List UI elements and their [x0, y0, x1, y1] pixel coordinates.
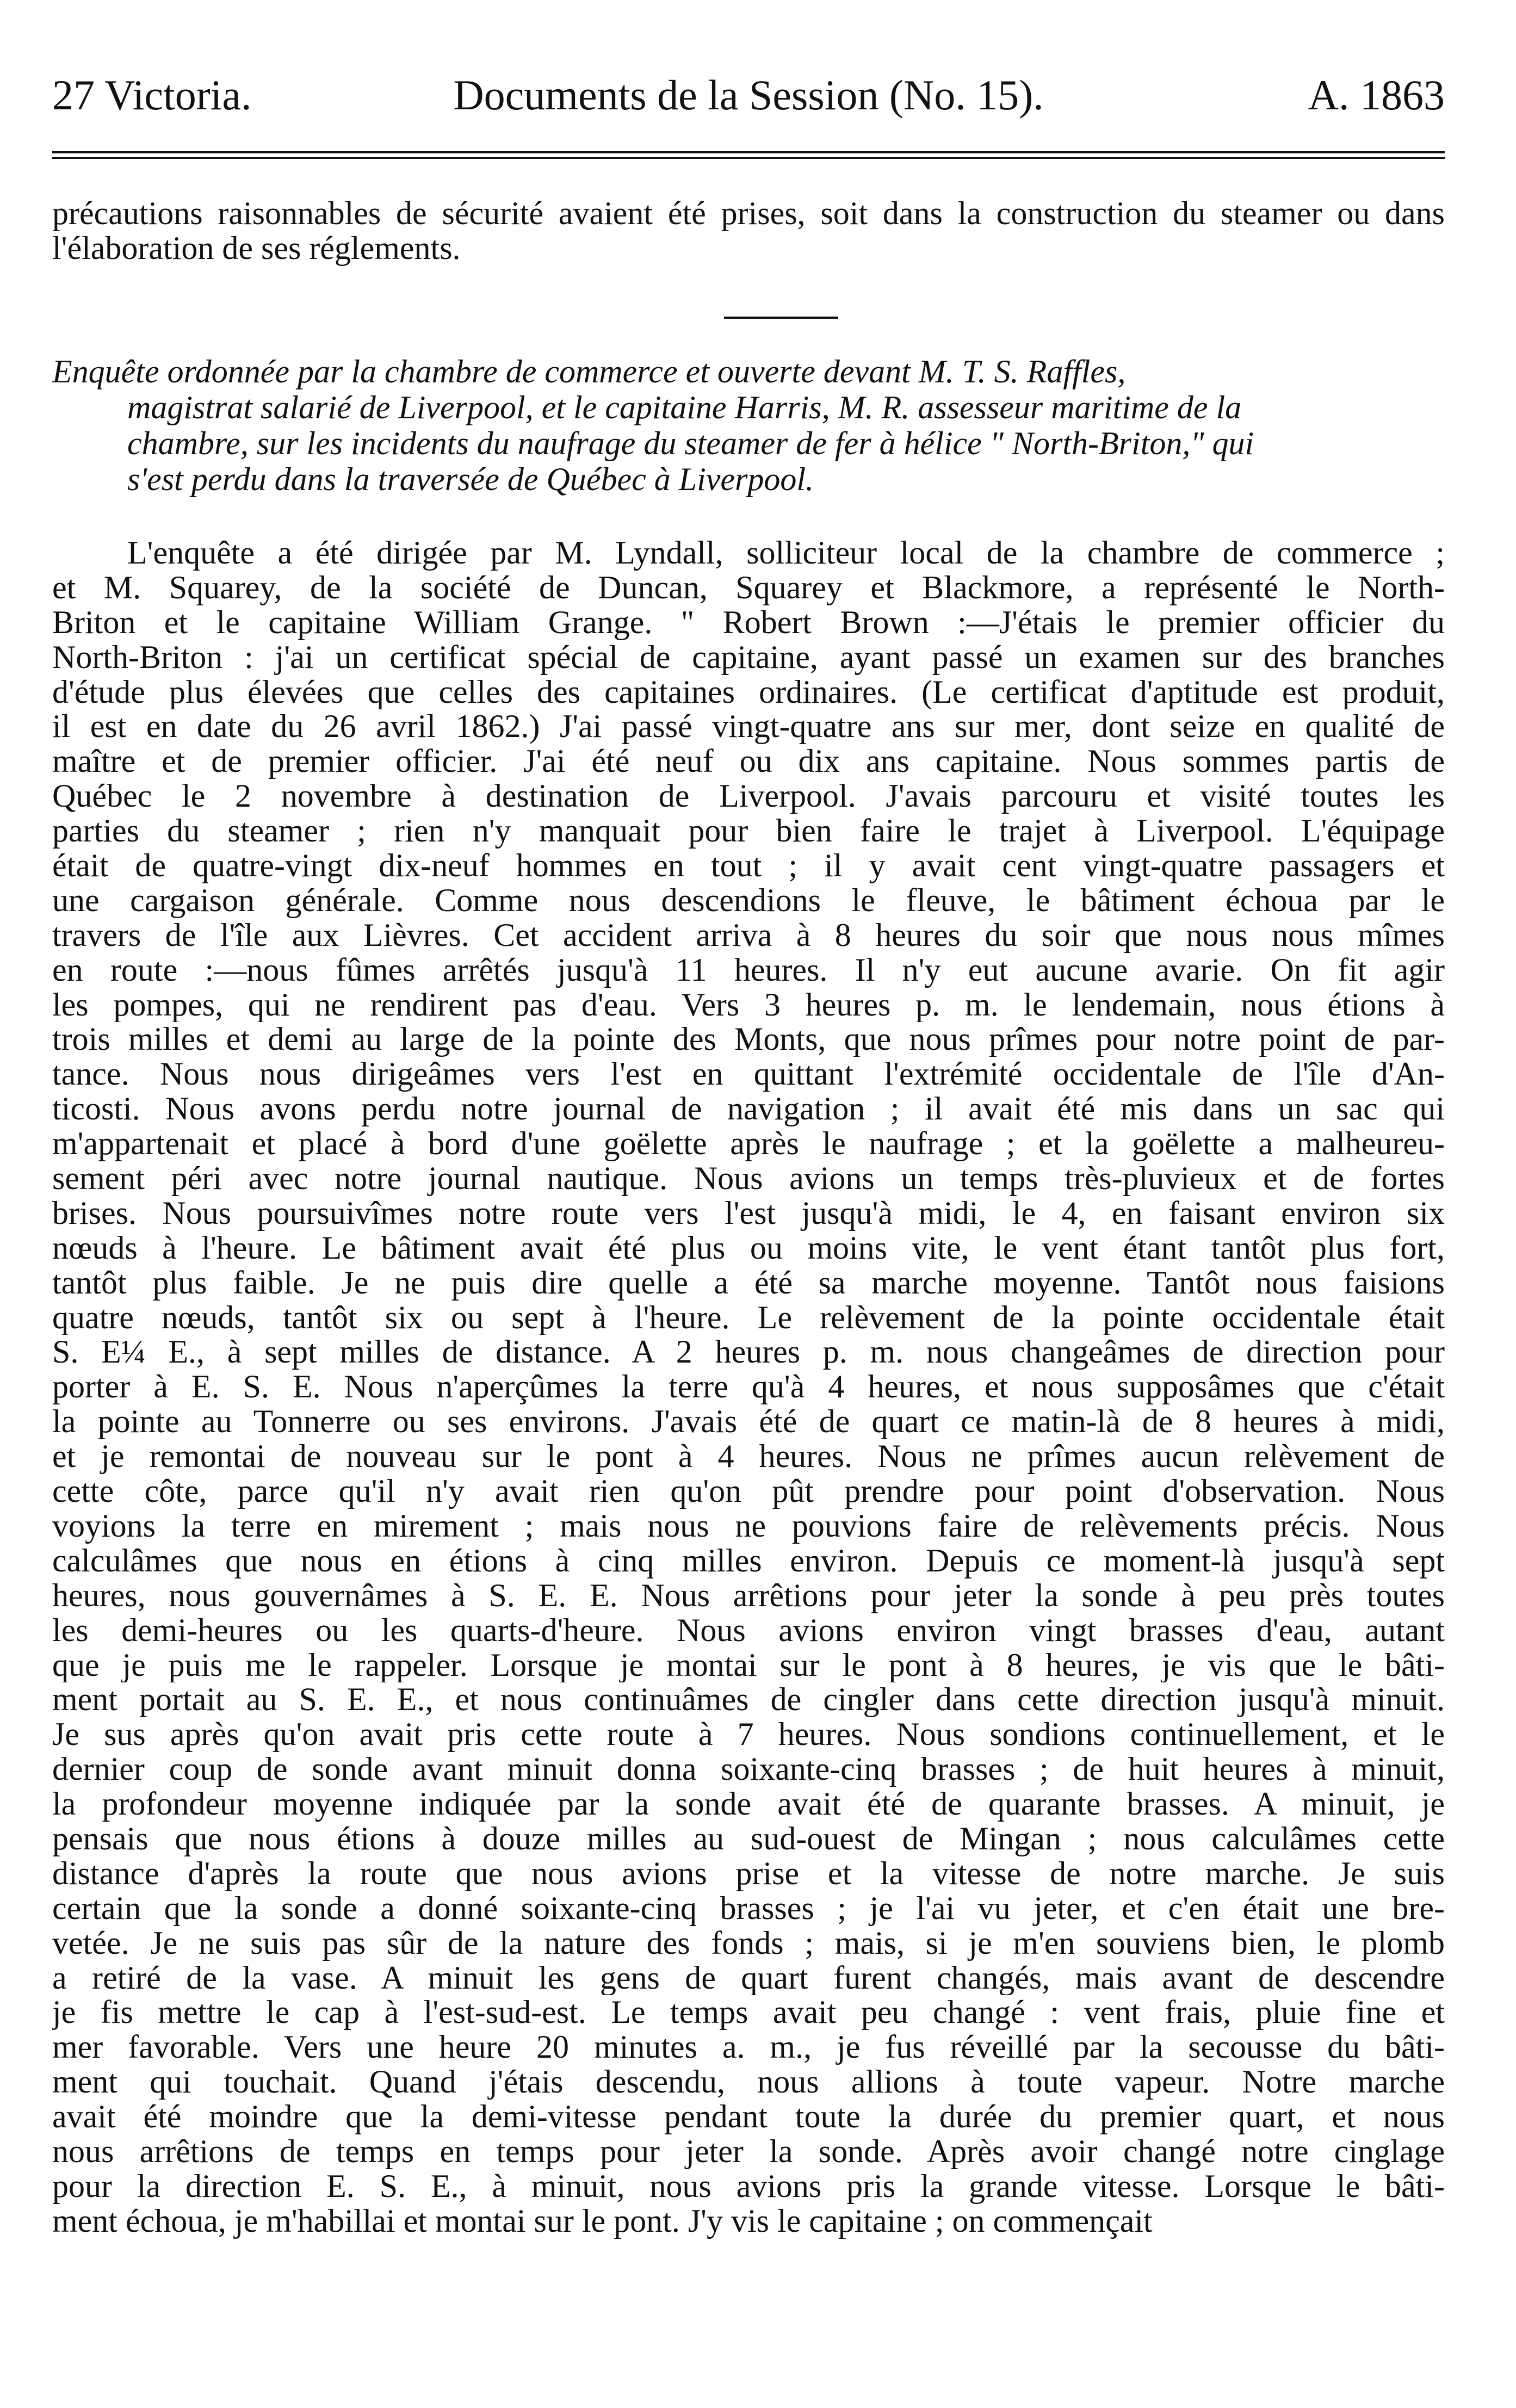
body-line: trois milles et demi au large de la pointe des Monts, que nous prîmes pour notre point de par-: [52, 1022, 1445, 1057]
body-line: Briton et le capitaine William Grange. " Robert Brown :—J'étais le premier officier du: [52, 605, 1445, 640]
inquiry-title: [52, 354, 1445, 497]
title-line: magistrat salarié de Liverpool, et le capitaine Harris, M. R. assesseur maritime de la: [127, 389, 1242, 425]
body-line: pour la direction E. S. E., à minuit, nous avions pris la grande vitesse. Lorsque le bâti-: [52, 2169, 1445, 2204]
body-line: a retiré de la vase. A minuit les gens de quart furent changés, mais avant de descendre: [52, 1960, 1445, 1996]
running-header: [52, 65, 1445, 125]
body-line: était de quatre-vingt dix-neuf hommes en tout ; il y avait cent vingt-quatre passagers et: [52, 849, 1445, 883]
body-line: travers de l'île aux Lièvres. Cet accident arriva à 8 heures du soir que nous nous mîmes: [52, 918, 1445, 953]
body-line: une cargaison générale. Comme nous descendions le fleuve, le bâtiment échoua par le: [52, 883, 1445, 918]
body-line: ment échoua, je m'habillai et montai sur le pont. J'y vis le capitaine ; on commençait: [52, 2203, 1153, 2239]
body-line: S. E¼ E., à sept milles de distance. A 2 heures p. m. nous changeâmes de direction pour: [52, 1335, 1445, 1370]
body-line: ment portait au S. E. E., et nous continuâmes de cingler dans cette direction jusqu'à minuit.: [52, 1682, 1445, 1718]
section-divider: [724, 317, 838, 319]
title-line: Enquête ordonnée par la chambre de commerce et ouverte devant M. T. S. Raffles,: [52, 354, 1126, 389]
body-line: en route :—nous fûmes arrêtés jusqu'à 11 heures. Il n'y eut aucune avarie. On fit agir: [52, 952, 1445, 988]
body-line: ticosti. Nous avons perdu notre journal de navigation ; il avait été mis dans un sac qui: [52, 1092, 1445, 1127]
body-line: parties du steamer ; rien n'y manquait pour bien faire le trajet à Liverpool. L'équipage: [52, 814, 1445, 849]
body-line: mer favorable. Vers une heure 20 minutes a. m., je fus réveillé par la secousse du bâti-: [52, 2030, 1445, 2065]
body-line: il est en date du 26 avril 1862.) J'ai passé vingt-quatre ans sur mer, dont seize en qualité de: [52, 709, 1445, 745]
body-line: brises. Nous poursuivîmes notre route vers l'est jusqu'à midi, le 4, en faisant environ six: [52, 1196, 1445, 1231]
body-line: porter à E. S. E. Nous n'aperçûmes la terre qu'à 4 heures, et nous supposâmes que c'était: [52, 1370, 1445, 1405]
body-line: je fis mettre le cap à l'est-sud-est. Le temps avait peu changé : vent frais, pluie fine et: [52, 1995, 1445, 2031]
body-line: distance d'après la route que nous avions prise et la vitesse de notre marche. Je suis: [52, 1856, 1445, 1891]
body-line: et M. Squarey, de la société de Duncan, Squarey et Blackmore, a représenté le North-: [52, 570, 1445, 605]
body-line: et je remontai de nouveau sur le pont à 4 heures. Nous ne prîmes aucun relèvement de: [52, 1439, 1445, 1475]
body-line: Je sus après qu'on avait pris cette route à 7 heures. Nous sondions continuellement, et le: [52, 1717, 1445, 1753]
body-line: cette côte, parce qu'il n'y avait rien qu'on pût prendre pour point d'observation. Nous: [52, 1474, 1445, 1509]
body-line: heures, nous gouvernâmes à S. E. E. Nous arrêtions pour jeter la sonde à peu près toutes: [52, 1578, 1445, 1613]
body-line: m'appartenait et placé à bord d'une goëlette après le naufrage ; et la goëlette a malheureu-: [52, 1126, 1445, 1162]
body-line: North-Briton : j'ai un certificat spécial de capitaine, ayant passé un examen sur des branches: [52, 640, 1445, 675]
body-line: la pointe au Tonnerre ou ses environs. J'avais été de quart ce matin-là de 8 heures à midi,: [52, 1404, 1445, 1440]
body-line: la profondeur moyenne indiquée par la sonde avait été de quarante brasses. A minuit, je: [52, 1787, 1445, 1822]
body-line: nœuds à l'heure. Le bâtiment avait été plus ou moins vite, le vent étant tantôt plus fort,: [52, 1230, 1445, 1266]
title-line: s'est perdu dans la traversée de Québec à Liverpool.: [127, 461, 814, 497]
document-page: [52, 0, 1445, 2408]
body-line: maître et de premier officier. J'ai été neuf ou dix ans capitaine. Nous sommes partis de: [52, 744, 1445, 779]
body-line: sement péri avec notre journal nautique. Nous avions un temps très-pluvieux et de fortes: [52, 1161, 1445, 1196]
body-line: les pompes, qui ne rendirent pas d'eau. Vers 3 heures p. m. le lendemain, nous étions à: [52, 987, 1445, 1023]
header-document-title: Documents de la Session (No. 15).: [453, 71, 1044, 119]
body-line: tance. Nous nous dirigeâmes vers l'est en quittant l'extrémité occidentale de l'île d'An-: [52, 1057, 1445, 1092]
body-line: ment qui touchait. Quand j'étais descendu, nous allions à toute vapeur. Notre marche: [52, 2065, 1445, 2100]
header-year: A. 1863: [1308, 71, 1445, 119]
body-line: Québec le 2 novembre à destination de Liverpool. J'avais parcouru et visité toutes les: [52, 779, 1445, 814]
body-line: que je puis me le rappeler. Lorsque je montai sur le pont à 8 heures, je vis que le bâti-: [52, 1648, 1445, 1683]
body-line: dernier coup de sonde avant minuit donna soixante-cinq brasses ; de huit heures à minuit,: [52, 1752, 1445, 1787]
body-line: nous arrêtions de temps en temps pour jeter la sonde. Après avoir changé notre cinglage: [52, 2134, 1445, 2169]
header-double-rule: [52, 151, 1445, 159]
header-regnal-year: 27 Victoria.: [52, 71, 252, 119]
body-line: d'étude plus élevées que celles des capitaines ordinaires. (Le certificat d'aptitude est produit,: [52, 674, 1445, 710]
body-line: pensais que nous étions à douze milles au sud-ouest de Mingan ; nous calculâmes cette: [52, 1821, 1445, 1856]
body-line: certain que la sonde a donné soixante-cinq brasses ; je l'ai vu jeter, et c'en était une bre-: [52, 1891, 1445, 1926]
body-line: les demi-heures ou les quarts-d'heure. Nous avions environ vingt brasses d'eau, autant: [52, 1613, 1445, 1648]
body-line: avait été moindre que la demi-vitesse pendant toute la durée du premier quart, et nous: [52, 2100, 1445, 2134]
body-line: vetée. Je ne suis pas sûr de la nature des fonds ; mais, si je m'en souviens bien, le plomb: [52, 1926, 1445, 1961]
body-line: tantôt plus faible. Je ne puis dire quelle a été sa marche moyenne. Tantôt nous faisions: [52, 1265, 1445, 1301]
testimony-body: [52, 536, 1445, 2239]
body-line: voyions la terre en mirement ; mais nous ne pouvions faire de relèvements précis. Nous: [52, 1508, 1445, 1544]
body-line: L'enquête a été dirigée par M. Lyndall, solliciteur local de la chambre de commerce ;: [127, 536, 1445, 571]
body-line: quatre nœuds, tantôt six ou sept à l'heure. Le relèvement de la pointe occidentale était: [52, 1300, 1445, 1335]
body-line: calculâmes que nous en étions à cinq milles environ. Depuis ce moment-là jusqu'à sept: [52, 1543, 1445, 1578]
title-line: chambre, sur les incidents du naufrage du steamer de fer à hélice " North-Briton," qui: [127, 425, 1254, 461]
intro-paragraph: précautions raisonnables de sécurité avaient été prises, soit dans la construction du steamer ou dans l'élaboration de ses réglements.: [52, 195, 1445, 266]
